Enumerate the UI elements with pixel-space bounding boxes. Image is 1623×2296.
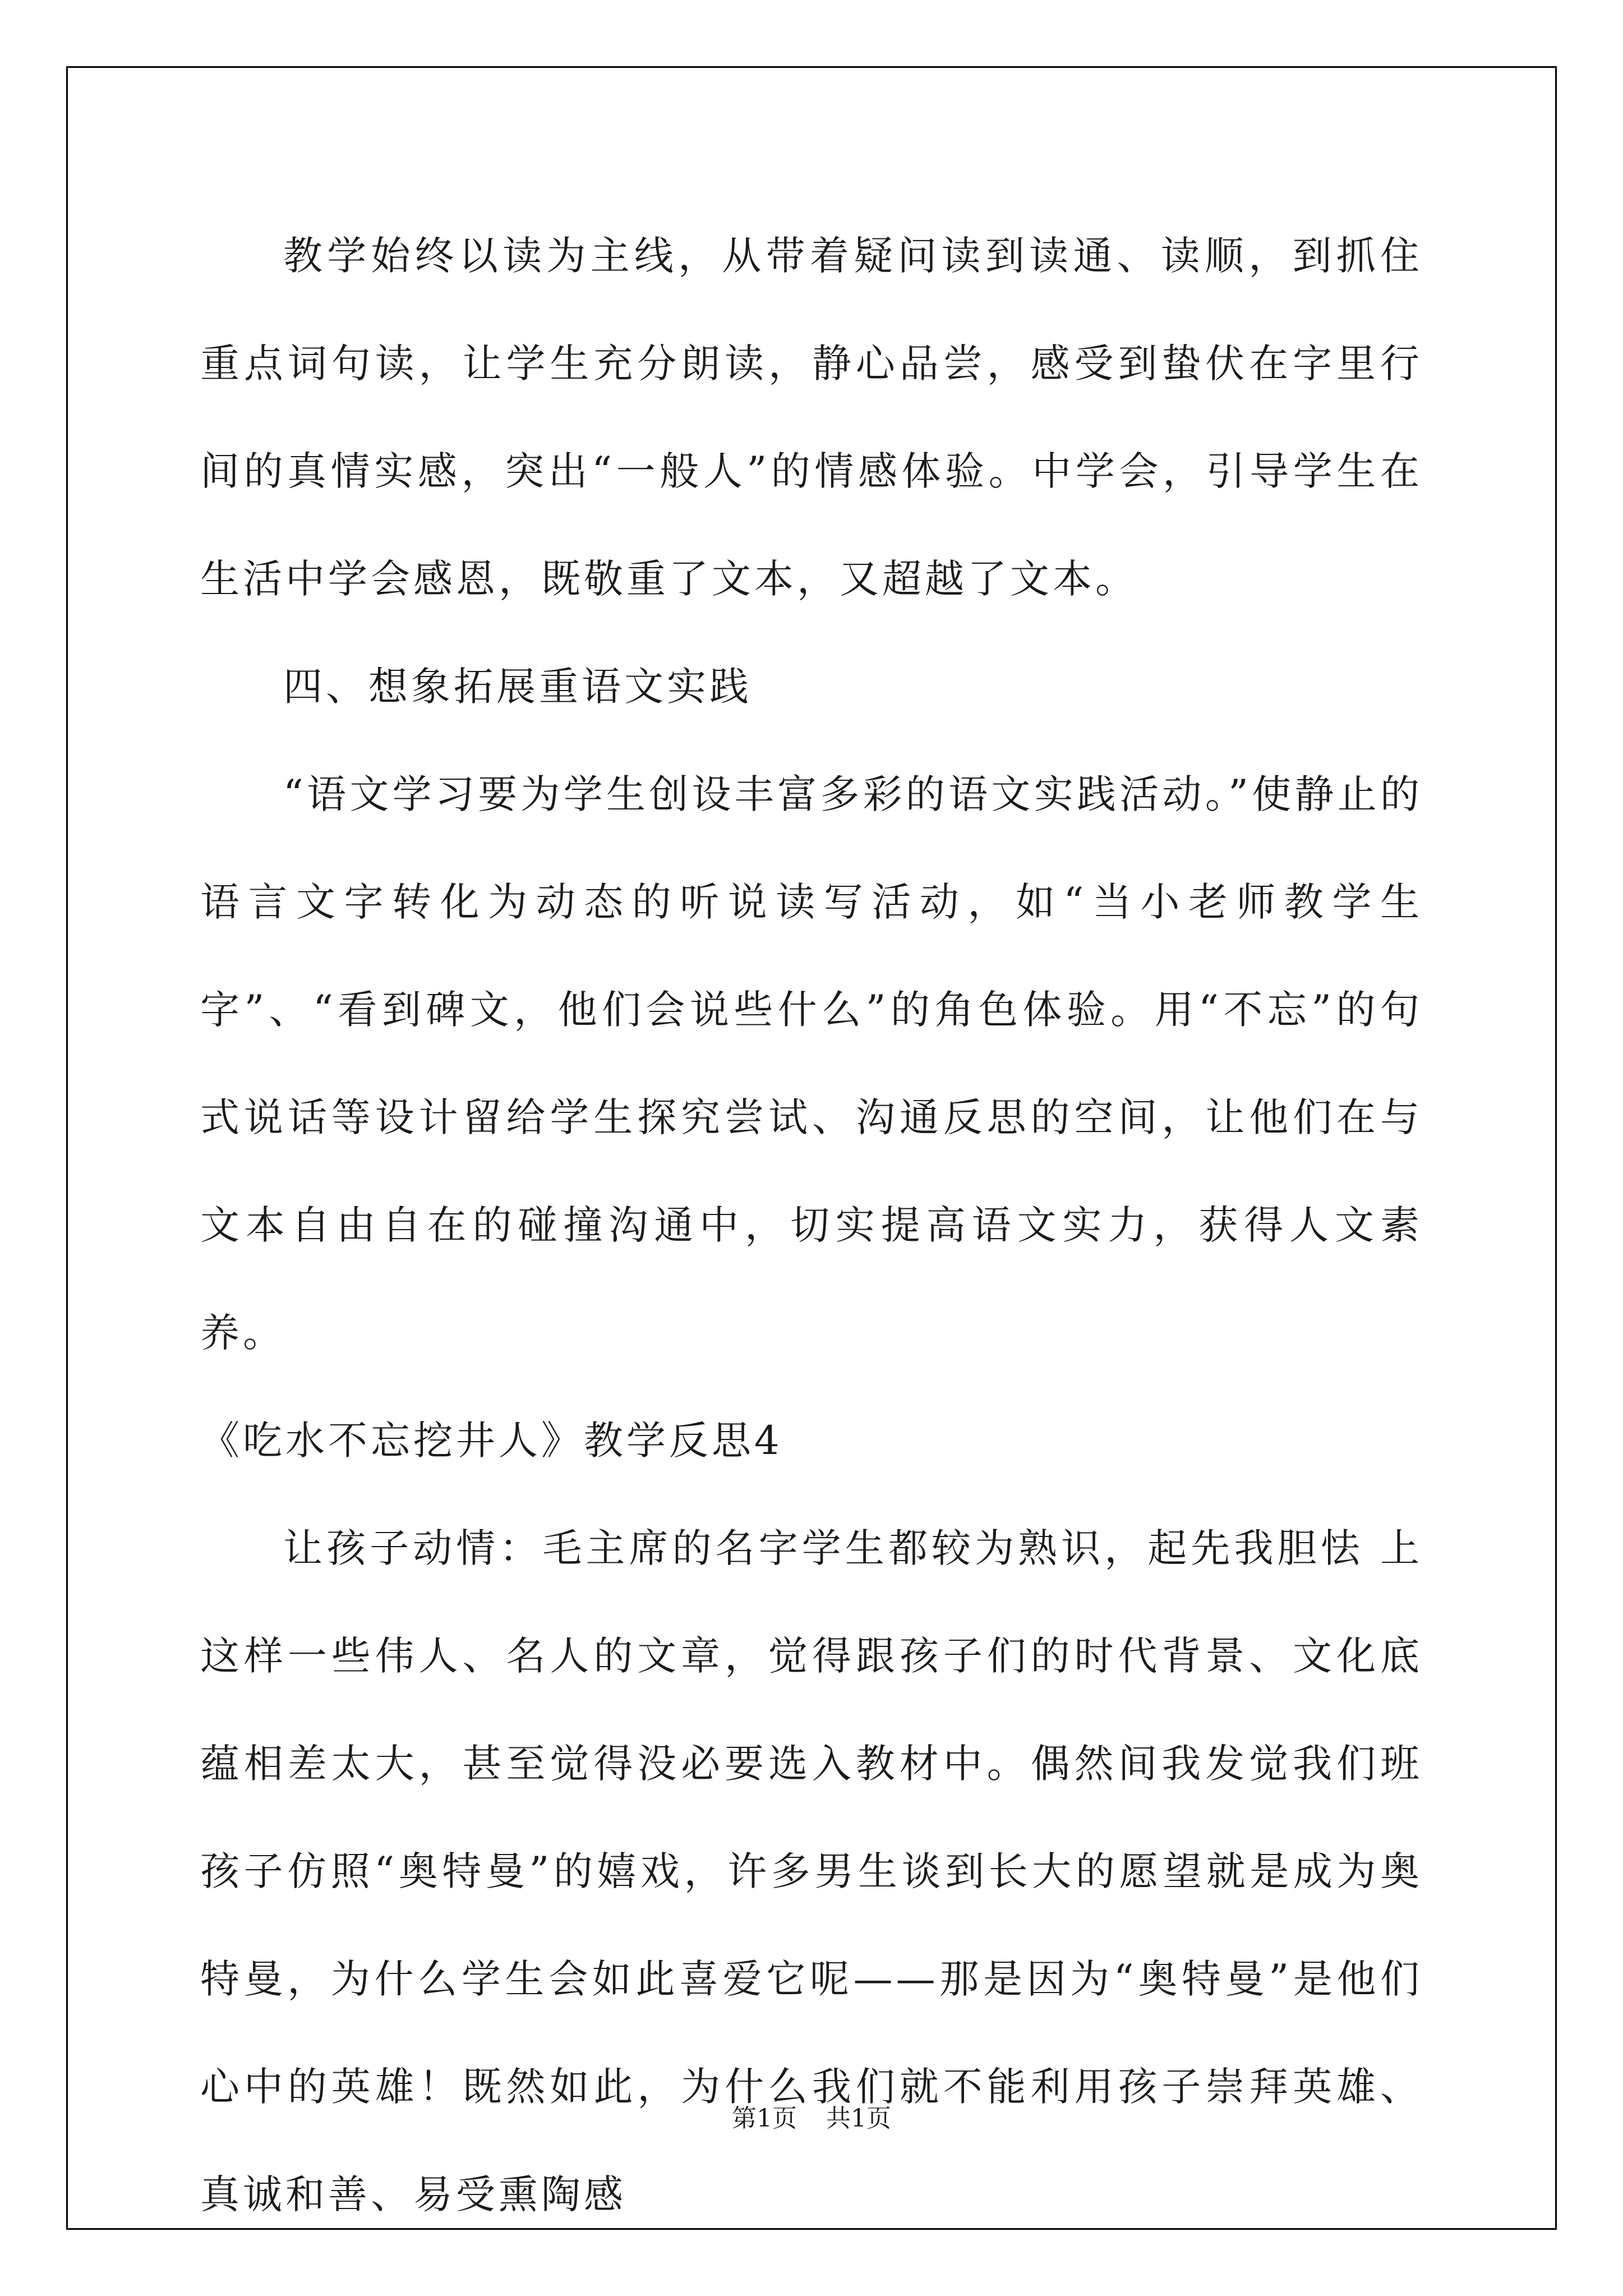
section-heading: 四、想象拓展重语文实践 (283, 664, 752, 710)
page-number: 第1页 (732, 2104, 797, 2133)
paragraph-emotion: 让孩子动情：毛主席的名字学生都较为熟识，起先我胆怯 上这样一些伟人、名人的文章，觉得跟孩子们的时代背景、文化底蕴相差太大，甚至觉得没必要选入教材中。偶然间我发觉我们班孩子仿照“奥特曼”的嬉戏，许多男生谈到长大的愿望就是成为奥特曼，为什么学生会如此喜爱它呢——那是因为“奥特曼”是他们心中的英雄！既然如此，为什么我们就不能利用孩子崇拜英雄、真诚和善、易受熏陶感 (200, 1525, 1423, 2217)
document-body (200, 202, 1423, 2248)
page-total: 共1页 (826, 2104, 891, 2133)
article-title: 《吃水不忘挖井人》教学反思4 (200, 1418, 783, 1464)
page-footer (0, 2098, 1623, 2134)
paragraph-language-practice: “语文学习要为学生创设丰富多彩的语文实践活动。”使静止的语言文字转化为动态的听说读写活动，如“当小老师教学生字”、“看到碑文，他们会说些什么”的角色体验。用“不忘”的句式说话等设计留给学生探究尝试、沟通反思的空间，让他们在与文本自由自在的碰撞沟通中，切实提高语文实力，获得人文素养。 (200, 771, 1423, 1356)
paragraph-reading-summary: 教学始终以读为主线，从带着疑问读到读通、读顺，到抓住重点词句读，让学生充分朗读，静心品尝，感受到蛰伏在字里行间的真情实感，突出“一般人”的情感体验。中学会，引导学生在生活中学会感恩，既敬重了文本，又超越了文本。 (200, 233, 1423, 602)
